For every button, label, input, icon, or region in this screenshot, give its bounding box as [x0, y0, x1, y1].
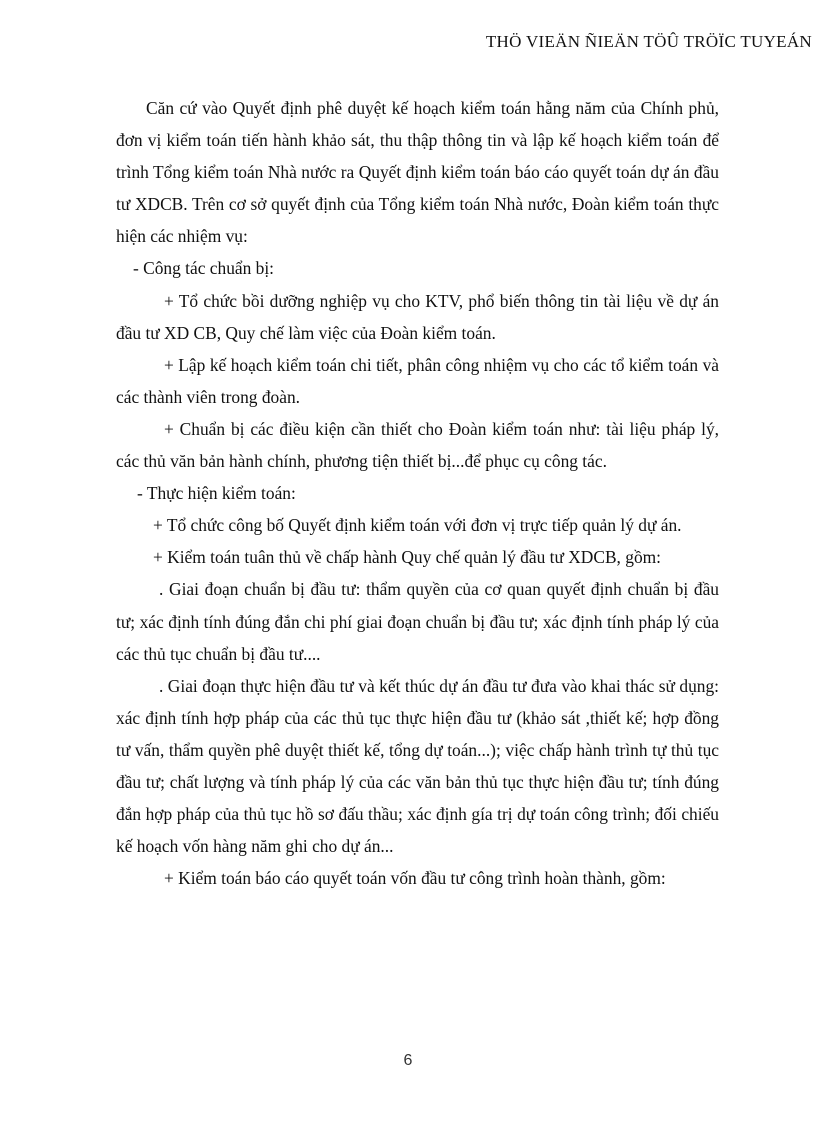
section-heading-execution: - Thực hiện kiểm toán: [137, 483, 296, 504]
page-number: 6 [403, 1052, 413, 1069]
list-item-announcement: + Tổ chức công bố Quyết định kiểm toán với đơn vị trực tiếp quản lý dự án. [153, 515, 682, 536]
section-heading-preparation: - Công tác chuẩn bị: [133, 258, 275, 279]
list-item-compliance: + Kiểm toán tuân thủ về chấp hành Quy chế quản lý đầu tư XDCB, gồm: [153, 547, 662, 568]
list-item-conditions: + Chuẩn bị các điều kiện cần thiết cho Đoàn kiểm toán như: tài liệu pháp lý, các thủ văn bản hành chính, phương tiện thiết bị...để phục cụ công tác. [116, 418, 719, 472]
page-header-title: THÖ VIEÄN ÑIEÄN TÖÛ TRÖÏC TUYEÁN [485, 32, 812, 51]
list-item-settlement-audit: + Kiểm toán báo cáo quyết toán vốn đầu tư công trình hoàn thành, gồm: [164, 868, 666, 889]
paragraph-intro: Căn cứ vào Quyết định phê duyệt kế hoạch kiểm toán hằng năm của Chính phủ, đơn vị kiểm toán tiến hành khảo sát, thu thập thông tin và lập kế hoạch kiểm toán để trình Tổng kiểm toán Nhà nước ra Quyết định kiểm toán báo cáo quyết toán dự án đầu tư XDCB. Trên cơ sở quyết định của Tổng kiểm toán Nhà nước, Đoàn kiểm toán thực hiện các nhiệm vụ: [116, 98, 719, 247]
list-item-planning: + Lập kế hoạch kiểm toán chi tiết, phân công nhiệm vụ cho các tổ kiểm toán và các thành viên trong đoàn. [116, 354, 719, 407]
sub-item-preparation-phase: . Giai đoạn chuẩn bị đầu tư: thẩm quyền của cơ quan quyết định chuẩn bị đầu tư; xác định tính đúng đắn chi phí giai đoạn chuẩn bị đầu tư; xác định tính pháp lý của các thủ tục chuẩn bị đầu tư.... [116, 579, 719, 664]
list-item-training: + Tổ chức bồi dưỡng nghiệp vụ cho KTV, phổ biến thông tin tài liệu về dự án đầu tư XD CB, Quy chế làm việc của Đoàn kiểm toán. [116, 290, 719, 343]
sub-item-implementation-phase: . Giai đoạn thực hiện đầu tư và kết thúc dự án đầu tư đưa vào khai thác sử dụng: xác định tính hợp pháp của các thủ tục thực hiện đầu tư (khảo sát ,thiết kế; hợp đồng tư vấn, thẩm quyền phê duyệt thiết kế, tổng dự toán...); việc chấp hành trình tự thủ tục đầu tư; chất lượng và tính pháp lý của các văn bản thủ tục thực hiện đầu tư; tính đúng đắn hợp pháp của thủ tục hồ sơ đấu thầu; xác định gía trị dự toán công trình; đối chiếu kế hoạch vốn hàng năm ghi cho dự án... [116, 675, 719, 857]
document-body [116, 92, 719, 894]
